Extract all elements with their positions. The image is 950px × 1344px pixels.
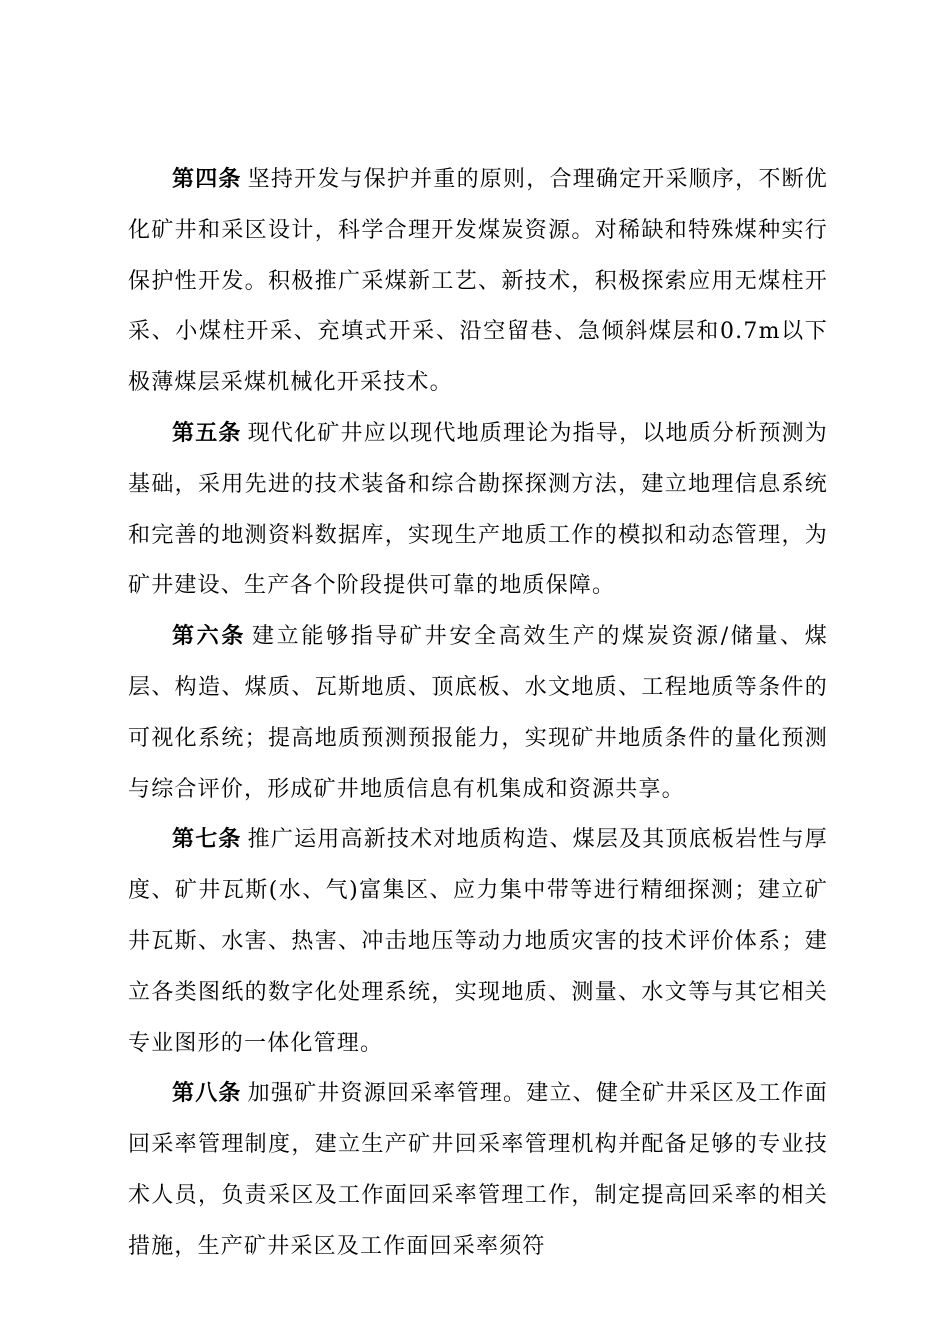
article-text: 建立能够指导矿井安全高效生产的煤炭资源/储量、煤层、构造、煤质、瓦斯地质、顶底板、水文地质、工程地质等条件的可视化系统；提高地质预测预报能力，实现矿井地质条件的量化预测与综合评价，形成矿井地质信息有机集成和资源共享。 — [128, 624, 828, 802]
article-text: 加强矿井资源回采率管理。建立、健全矿井采区及工作面回采率管理制度，建立生产矿井回采率管理机构并配备足够的专业技术人员，负责采区及工作面回采率管理工作，制定提高回采率的相关措施，生产矿井采区及工作面回采率须符 — [128, 1081, 828, 1259]
article-8 — [128, 1069, 828, 1272]
article-number: 第六条 — [172, 624, 247, 650]
article-text: 现代化矿井应以现代地质理论为指导，以地质分析预测为基础，采用先进的技术装备和综合勘探探测方法，建立地理信息系统和完善的地测资料数据库，实现生产地质工作的模拟和动态管理，为矿井建设、生产各个阶段提供可靠的地质保障。 — [128, 420, 828, 599]
article-text: 推广运用高新技术对地质构造、煤层及其顶底板岩性与厚度、矿井瓦斯(水、气)富集区、应力集中带等进行精细探测；建立矿井瓦斯、水害、热害、冲击地压等动力地质灾害的技术评价体系；建立各类图纸的数字化处理系统，实现地质、测量、水文等与其它相关专业图形的一体化管理。 — [128, 827, 828, 1056]
article-4 — [128, 155, 828, 409]
document-body — [128, 155, 828, 1273]
article-5 — [128, 409, 828, 612]
article-number: 第八条 — [172, 1081, 242, 1107]
article-number: 第七条 — [172, 827, 242, 853]
article-6 — [128, 612, 828, 815]
article-number: 第四条 — [172, 167, 242, 192]
article-text: 坚持开发与保护并重的原则，合理确定开采顺序，不断优化矿井和采区设计，科学合理开发煤炭资源。对稀缺和特殊煤种实行保护性开发。积极推广采煤新工艺、新技术，积极探索应用无煤柱开采、小煤柱开采、充填式开采、沿空留巷、急倾斜煤层和0.7m以下极薄煤层采煤机械化开采技术。 — [128, 167, 828, 396]
article-number: 第五条 — [172, 420, 242, 446]
article-7 — [128, 815, 828, 1069]
